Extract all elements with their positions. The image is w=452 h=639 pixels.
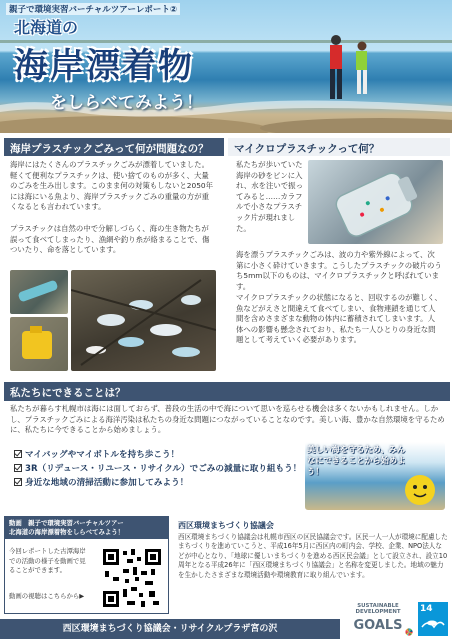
section-microplastic-para2: 海を漂うプラスチックごみは、波の力や紫外線によって、次第に小さく砕けていきます。こうしたプラスチックの破片のうち5mm以下のものは、マイクロプラスチックと呼ばれています。 [236, 250, 442, 291]
hero-people [318, 34, 378, 124]
sdgs-goals-text: GOALS [353, 618, 403, 633]
qr-code[interactable] [101, 547, 163, 609]
council-description: 西区環境まちづくり協議会は札幌市西区の区民協議会です。区民一人一人が環境に配慮したまちづくりを進めていこうと、平成16年5月に西区内の町内会、学校、企業、NPO法人などが中心となり、「地球に優しいまちづくりを進める西区民会議」として設立され、設立10周年となる平成26年に「西区環境まちづくり協議会」と名称を変更しました。地域の魅力を生かしたさまざまな環境活動や環境教育に取り組んでいます。 [178, 533, 448, 579]
photo-sand-bottle [308, 160, 443, 244]
section-plastic-problem-title: 海岸プラスチックごみって何が問題なの？ [4, 138, 224, 156]
hero-subtitle: 親子で環境実習バーチャルツアーレポート② [6, 3, 180, 15]
checkbox-icon [14, 478, 22, 486]
hero-banner [0, 0, 452, 133]
action-item: 3R（リデュース・リユース・リサイクル）でごみの減量に取り組もう！ [14, 462, 304, 476]
section-what-we-can-do-para: 私たちが暮らす札幌市は海には面しておらず、普段の生活の中で海について思いを巡らせる機会は多くないかもしれません。しかし、プラスチックごみによる海洋汚染は私たちの身近な問題につながっていることなのです。美しい海、豊かな自然環境を守るために、私たちに今できることから始めましょう。 [10, 404, 445, 435]
action-item: 身近な地域の清掃活動に参加してみよう！ [14, 476, 304, 490]
section-plastic-problem-para2: プラスチックは自然の中で分解しづらく、海の生き物たちが誤って食べてしまったり、漁網や釣り糸が絡まることで、傷ついたり、命を落としています。 [10, 224, 210, 255]
checkbox-icon [14, 450, 22, 458]
photo-yellow-container [10, 317, 68, 371]
hero-title-line2: 海岸漂着物 [14, 46, 194, 86]
checkbox-icon [14, 464, 22, 472]
photo-bottle-debris [10, 270, 68, 314]
footer-bar: 西区環境まちづくり協議会・リサイクルプラザ宮の沢 [0, 619, 340, 639]
sdgs-line2: DEVELOPMENT [355, 609, 401, 616]
hero-title-line3: をしらべてみよう！ [50, 93, 203, 113]
video-description: 今回レポートした古潭海岸での活動の様子を動画で見ることができます。 [9, 547, 86, 575]
section-microplastic-para3: マイクロプラスチックの状態になると、回収するのが難しく、魚などがえさと間違えて食べてしまい、食物連鎖を通じて人間を含めさまざまな動物の体内に蓄積されてしまいます。人体への影響も懸念されており、私たち一人ひとりの身近な問題として考えていく必要があります。 [236, 293, 442, 345]
mascot-character [400, 470, 440, 510]
section-microplastic-para1: 私たちが歩いていた海岸の砂をビンに入れ、水を注いで振ってみると……カラフルで小さなプラスチック片が現れました。 [236, 160, 303, 233]
mascot-speech: 美しい海を守るため、みんなにできることから始めよう！ [307, 444, 406, 476]
action-item: マイバッグやマイボトルを持ち歩こう！ [14, 448, 304, 462]
section-what-we-can-do-title: 私たちにできることは？ [4, 382, 450, 401]
section-microplastic-title: マイクロプラスチックって何？ [228, 138, 450, 156]
council-info [178, 520, 448, 580]
hero-title-line1: 北海道の [14, 18, 79, 37]
video-box-header: 動画 親子で環境実習バーチャルツアー 北海道の海岸漂着物をしらべてみよう！ [5, 517, 168, 539]
sdgs-line1: SUSTAINABLE [357, 603, 399, 609]
sdgs-logo [343, 602, 413, 638]
section-plastic-problem-para1: 海岸にはたくさんのプラスチックごみが漂着していました。軽くて便利なプラスチックは、使い捨てのものが多く、大量のごみを生み出します。このまま何の対策もしないと2050年には海にいる魚より、海岸プラスチックごみの重量の方が重くなるとも言われています。 [10, 160, 213, 212]
photo-plastic-pile [71, 270, 216, 371]
sdg-goal-14-icon: 14 [418, 602, 448, 636]
council-name: 西区環境まちづくり協議会 [178, 521, 274, 530]
video-box [4, 516, 169, 614]
video-link-prompt: 動画の視聴はこちらから▶ [9, 592, 85, 600]
action-list [14, 448, 304, 490]
mascot-panel [305, 442, 445, 510]
